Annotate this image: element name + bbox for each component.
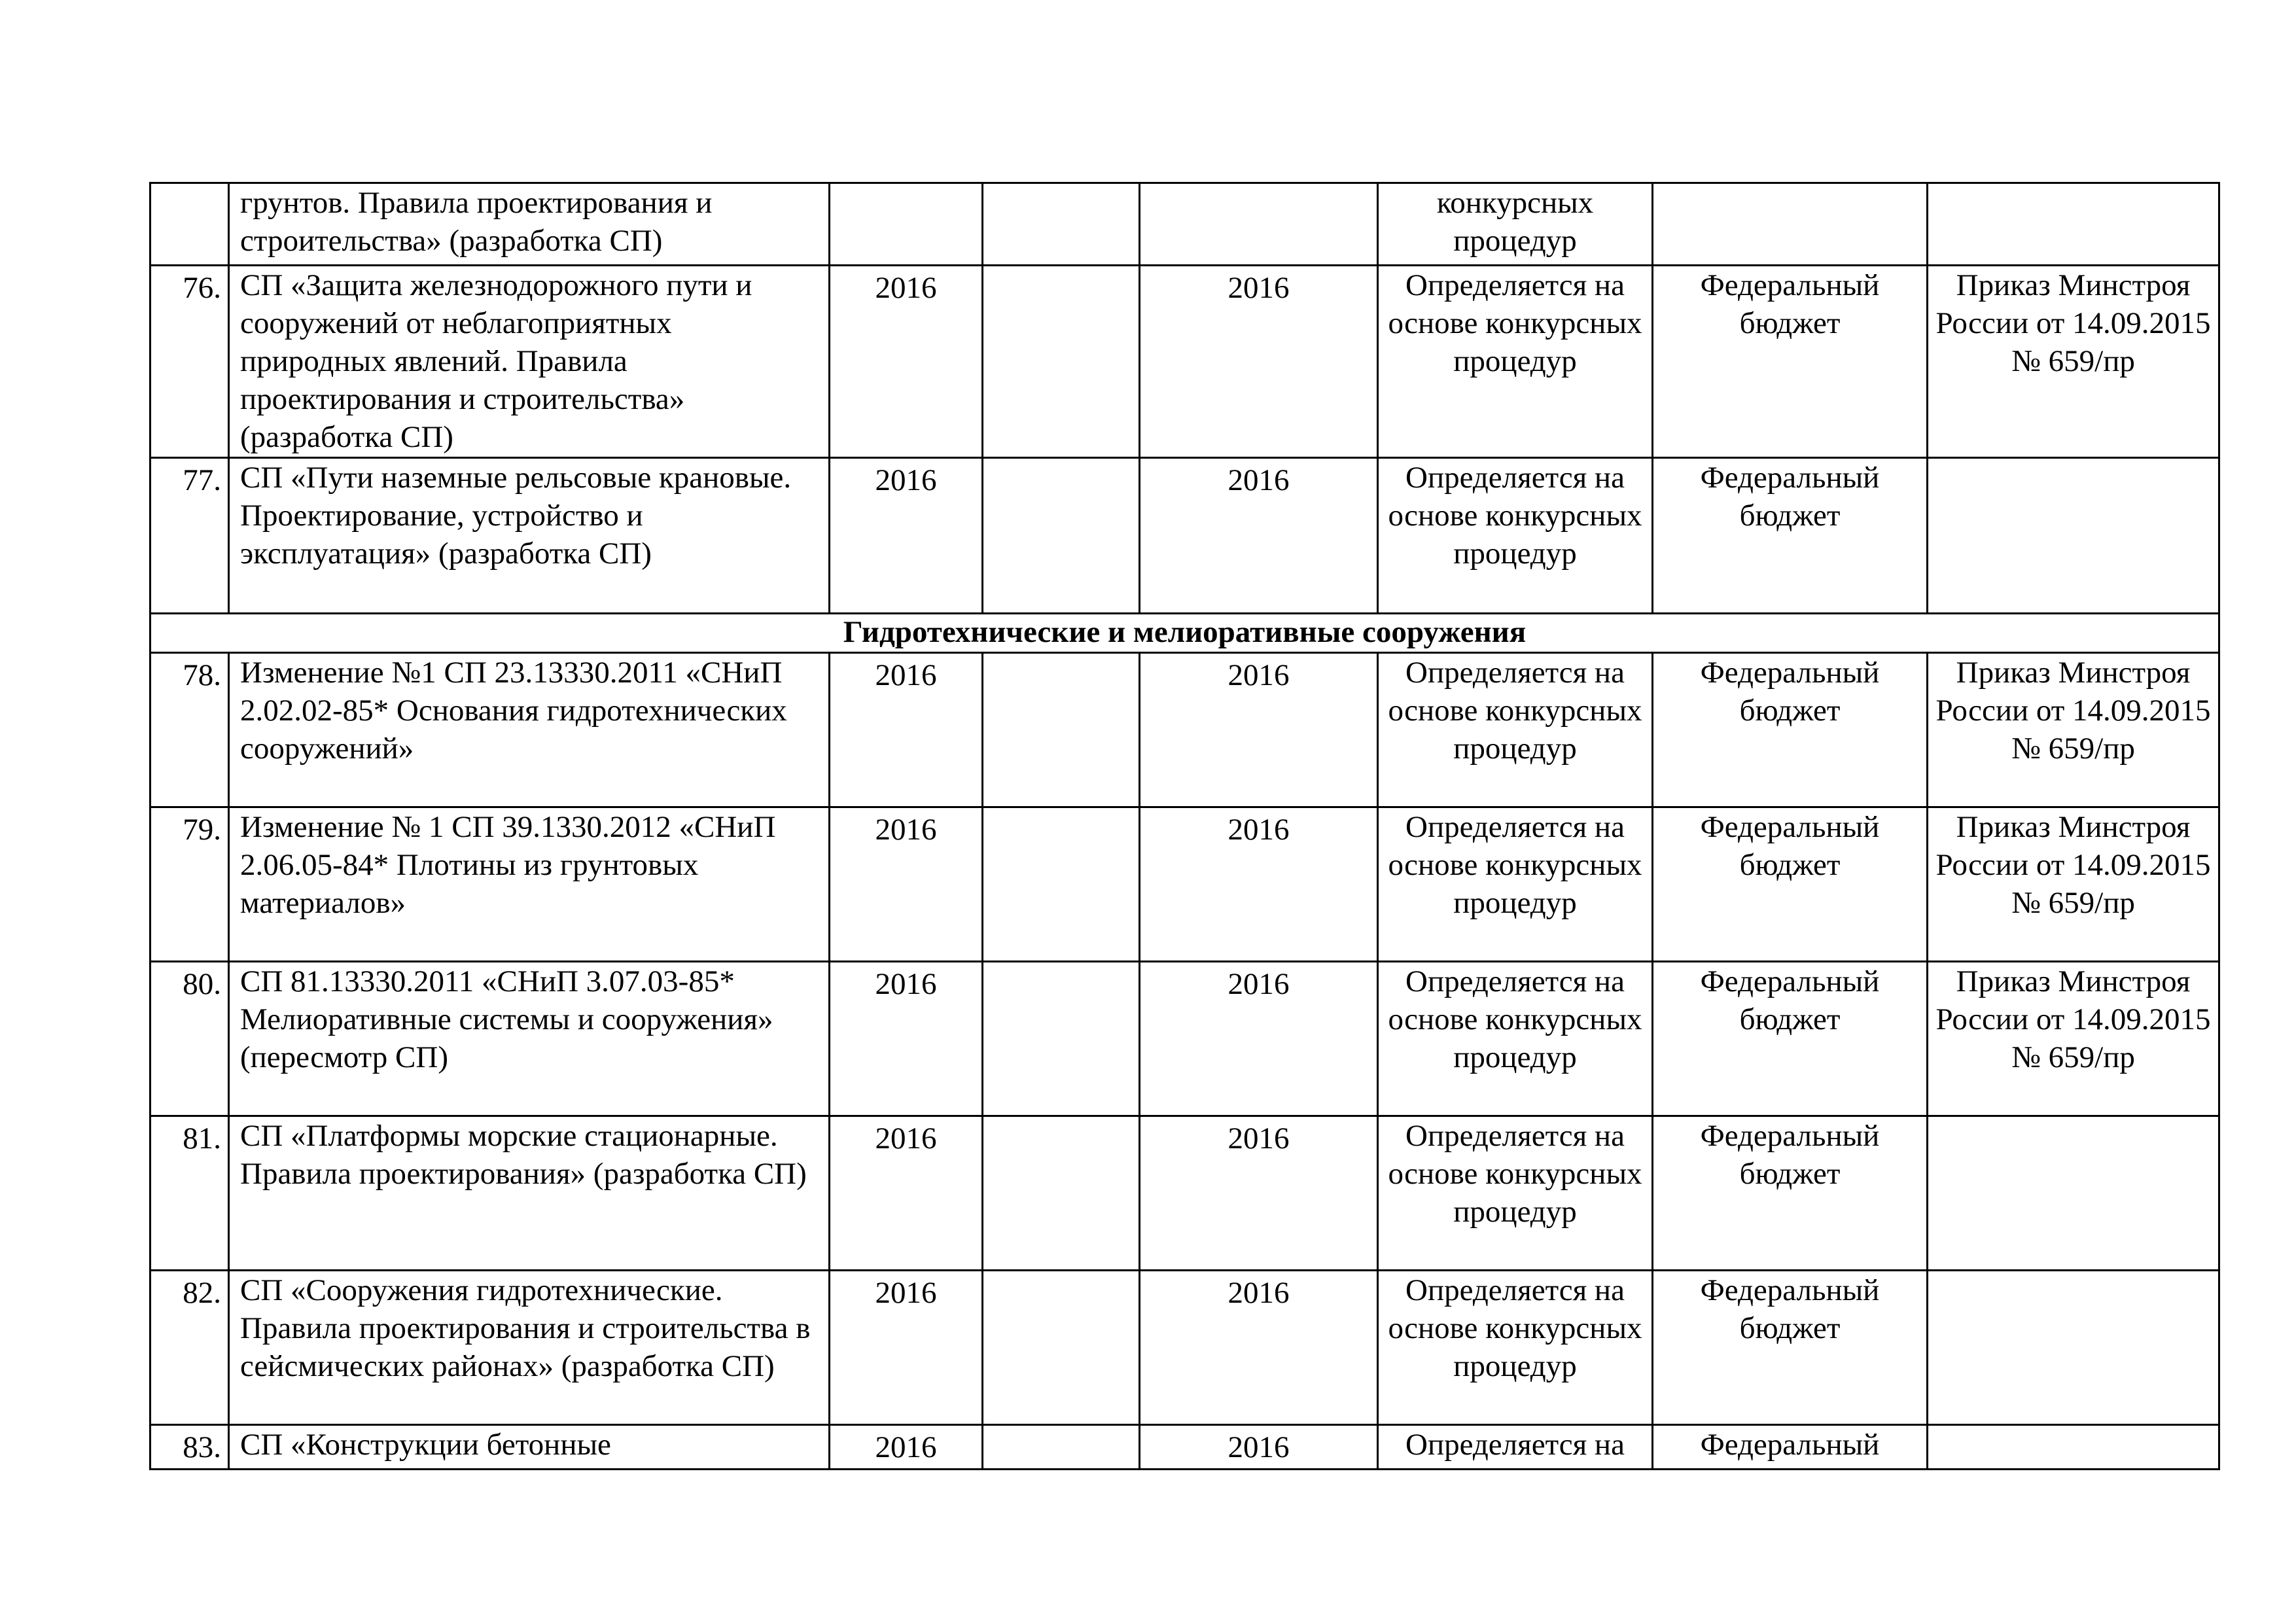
year2-cell: 2016: [1140, 458, 1378, 614]
basis-cell: [1928, 1425, 2219, 1470]
financing-cell: Определяется на основе конкурсных процедур: [1378, 653, 1653, 807]
financing-cell: Определяется на основе конкурсных процедур: [1378, 458, 1653, 614]
year2-cell: [1140, 183, 1378, 266]
row-number-cell: 82.: [150, 1271, 229, 1425]
budget-cell: Федеральный бюджет: [1653, 458, 1928, 614]
row-number-cell: 76.: [150, 266, 229, 458]
table-row: [150, 1425, 2219, 1470]
budget-cell: [1653, 183, 1928, 266]
table-row: [150, 1271, 2219, 1425]
plan-table: [149, 182, 2220, 1470]
empty-cell: [983, 1425, 1140, 1470]
empty-cell: [983, 653, 1140, 807]
budget-cell: Федеральный бюджет: [1653, 266, 1928, 458]
empty-cell: [983, 1116, 1140, 1271]
year1-cell: 2016: [830, 807, 983, 962]
empty-cell: [983, 1271, 1140, 1425]
row-name-cell: СП «Защита железнодорожного пути и сооружений от неблагоприятных природных явлений. Правила проектирования и строительства» (разработка СП): [229, 266, 830, 458]
row-number-cell: [150, 183, 229, 266]
table-row: [150, 653, 2219, 807]
budget-cell: Федеральный: [1653, 1425, 1928, 1470]
financing-cell: Определяется на основе конкурсных процедур: [1378, 1116, 1653, 1271]
year1-cell: 2016: [830, 1271, 983, 1425]
budget-cell: Федеральный бюджет: [1653, 1116, 1928, 1271]
empty-cell: [983, 183, 1140, 266]
table-row: [150, 1116, 2219, 1271]
basis-cell: Приказ Минстроя России от 14.09.2015 № 659/пр: [1928, 653, 2219, 807]
basis-cell: [1928, 1116, 2219, 1271]
basis-cell: [1928, 1271, 2219, 1425]
table-row: [150, 266, 2219, 458]
year1-cell: 2016: [830, 962, 983, 1116]
section-title: Гидротехнические и мелиоративные сооружения: [150, 614, 2219, 653]
financing-cell: Определяется на основе конкурсных процедур: [1378, 266, 1653, 458]
empty-cell: [983, 807, 1140, 962]
year2-cell: 2016: [1140, 1425, 1378, 1470]
table-row: [150, 458, 2219, 614]
row-name-cell: Изменение №1 СП 23.13330.2011 «СНиП 2.02.02-85* Основания гидротехнических сооружений»: [229, 653, 830, 807]
row-name-cell: Изменение № 1 СП 39.1330.2012 «СНиП 2.06.05-84* Плотины из грунтовых материалов»: [229, 807, 830, 962]
year2-cell: 2016: [1140, 653, 1378, 807]
table-body: [150, 183, 2219, 1470]
table-row-continuation: [150, 183, 2219, 266]
table-row: [150, 962, 2219, 1116]
budget-cell: Федеральный бюджет: [1653, 653, 1928, 807]
year1-cell: [830, 183, 983, 266]
year1-cell: 2016: [830, 458, 983, 614]
basis-cell: [1928, 458, 2219, 614]
section-header-row: [150, 614, 2219, 653]
empty-cell: [983, 962, 1140, 1116]
financing-cell: Определяется на основе конкурсных процедур: [1378, 1271, 1653, 1425]
budget-cell: Федеральный бюджет: [1653, 1271, 1928, 1425]
row-number-cell: 80.: [150, 962, 229, 1116]
year2-cell: 2016: [1140, 962, 1378, 1116]
row-number-cell: 79.: [150, 807, 229, 962]
budget-cell: Федеральный бюджет: [1653, 962, 1928, 1116]
row-number-cell: 77.: [150, 458, 229, 614]
empty-cell: [983, 266, 1140, 458]
year1-cell: 2016: [830, 1116, 983, 1271]
basis-cell: [1928, 183, 2219, 266]
row-name-cell: СП 81.13330.2011 «СНиП 3.07.03-85* Мелиоративные системы и сооружения» (пересмотр СП): [229, 962, 830, 1116]
financing-cell: Определяется на основе конкурсных процедур: [1378, 962, 1653, 1116]
row-name-cell: СП «Пути наземные рельсовые крановые. Проектирование, устройство и эксплуатация» (разработка СП): [229, 458, 830, 614]
basis-cell: Приказ Минстроя России от 14.09.2015 № 659/пр: [1928, 962, 2219, 1116]
financing-cell: Определяется на: [1378, 1425, 1653, 1470]
financing-cell: конкурсных процедур: [1378, 183, 1653, 266]
year1-cell: 2016: [830, 266, 983, 458]
row-number-cell: 78.: [150, 653, 229, 807]
basis-cell: Приказ Минстроя России от 14.09.2015 № 659/пр: [1928, 266, 2219, 458]
row-number-cell: 81.: [150, 1116, 229, 1271]
year2-cell: 2016: [1140, 1271, 1378, 1425]
year2-cell: 2016: [1140, 807, 1378, 962]
row-name-cell: грунтов. Правила проектирования и строительства» (разработка СП): [229, 183, 830, 266]
row-number-cell: 83.: [150, 1425, 229, 1470]
year1-cell: 2016: [830, 1425, 983, 1470]
row-name-cell: СП «Платформы морские стационарные. Правила проектирования» (разработка СП): [229, 1116, 830, 1271]
budget-cell: Федеральный бюджет: [1653, 807, 1928, 962]
row-name-cell: СП «Конструкции бетонные: [229, 1425, 830, 1470]
basis-cell: Приказ Минстроя России от 14.09.2015 № 659/пр: [1928, 807, 2219, 962]
year1-cell: 2016: [830, 653, 983, 807]
year2-cell: 2016: [1140, 1116, 1378, 1271]
financing-cell: Определяется на основе конкурсных процедур: [1378, 807, 1653, 962]
empty-cell: [983, 458, 1140, 614]
row-name-cell: СП «Сооружения гидротехнические. Правила проектирования и строительства в сейсмических районах» (разработка СП): [229, 1271, 830, 1425]
year2-cell: 2016: [1140, 266, 1378, 458]
table-row: [150, 807, 2219, 962]
